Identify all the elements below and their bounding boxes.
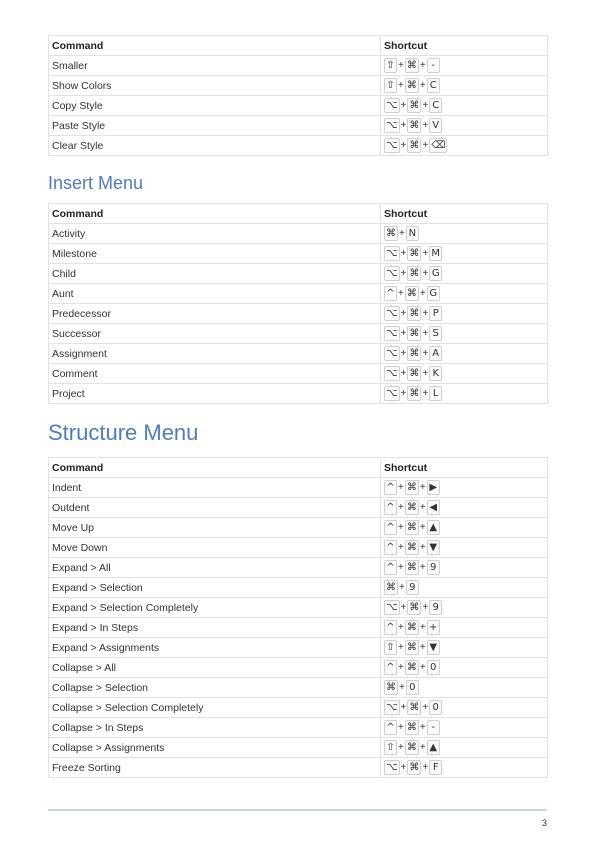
key-cap: ⌘ xyxy=(409,702,420,713)
shortcut-cell xyxy=(381,478,548,498)
command-cell: Project xyxy=(49,384,381,404)
command-cell: Collapse > Selection Completely xyxy=(49,698,381,718)
table-row xyxy=(49,658,548,678)
shortcut-combo xyxy=(384,266,442,281)
key-cap: ⇧ xyxy=(384,78,397,93)
shortcut-combo xyxy=(384,620,440,635)
shortcut-cell xyxy=(381,718,548,738)
table-row xyxy=(49,264,548,284)
command-cell: Outdent xyxy=(49,498,381,518)
column-header-command: Command xyxy=(49,204,381,224)
key-cap: 9 xyxy=(406,580,419,595)
shortcut-cell xyxy=(381,578,548,598)
shortcut-combo xyxy=(384,760,442,775)
table-row xyxy=(49,558,548,578)
plus-separator: + xyxy=(422,328,429,339)
shortcut-combo xyxy=(384,286,440,301)
key-cap: ^ xyxy=(384,720,397,735)
plus-separator: + xyxy=(400,328,407,339)
key-cap: ^ xyxy=(384,480,397,495)
command-cell: Collapse > In Steps xyxy=(49,718,381,738)
table-row xyxy=(49,578,548,598)
key-cap: ⌥ xyxy=(386,140,398,151)
table-header-row xyxy=(49,458,548,478)
key-cap: ^ xyxy=(384,620,397,635)
key-cap: F xyxy=(429,760,442,775)
shortcut-combo xyxy=(384,78,440,93)
shortcut-cell xyxy=(381,678,548,698)
key-cap: 0 xyxy=(406,680,419,695)
key-cap: ⌘ xyxy=(409,120,420,131)
shortcut-combo xyxy=(384,480,440,495)
plus-separator: + xyxy=(422,348,429,359)
key-cap: ▼ xyxy=(427,540,440,555)
key-cap: G xyxy=(429,266,442,281)
shortcut-cell xyxy=(381,618,548,638)
key-cap: ⌘ xyxy=(406,662,417,673)
table-row xyxy=(49,364,548,384)
plus-separator: + xyxy=(419,482,426,493)
plus-separator: + xyxy=(400,602,407,613)
plus-separator: + xyxy=(419,502,426,513)
key-cap: N xyxy=(406,226,419,241)
key-cap: C xyxy=(429,98,442,113)
key-cap: ⌥ xyxy=(386,308,398,319)
plus-separator: + xyxy=(422,368,429,379)
key-cap: + xyxy=(427,620,440,635)
shortcut-combo xyxy=(384,540,440,555)
key-cap: M xyxy=(429,246,442,261)
plus-separator: + xyxy=(422,308,429,319)
key-cap: 0 xyxy=(429,700,442,715)
command-cell: Move Up xyxy=(49,518,381,538)
key-cap: C xyxy=(427,78,440,93)
key-cap: ⌘ xyxy=(409,100,420,111)
plus-separator: + xyxy=(400,100,407,111)
plus-separator: + xyxy=(398,60,404,71)
shortcut-combo xyxy=(384,600,442,615)
plus-separator: + xyxy=(398,562,404,573)
shortcut-combo xyxy=(384,660,440,675)
key-cap: ⌥ xyxy=(386,100,398,111)
plus-separator: + xyxy=(399,228,405,239)
plus-separator: + xyxy=(419,522,426,533)
shortcut-combo xyxy=(384,226,419,241)
shortcut-cell xyxy=(381,244,548,264)
table-row xyxy=(49,478,548,498)
table-header-row xyxy=(49,36,548,56)
key-cap: ⌘ xyxy=(409,602,420,613)
insert-menu-heading: Insert Menu xyxy=(48,173,144,193)
shortcut-combo xyxy=(384,720,440,735)
key-cap: ⌘ xyxy=(409,308,420,319)
key-cap: 0 xyxy=(427,660,440,675)
command-cell: Expand > All xyxy=(49,558,381,578)
shortcut-combo xyxy=(384,366,442,381)
table-row xyxy=(49,678,548,698)
table-row xyxy=(49,324,548,344)
key-cap: ⌘ xyxy=(406,622,417,633)
command-cell: Aunt xyxy=(49,284,381,304)
command-cell: Smaller xyxy=(49,56,381,76)
table-row xyxy=(49,538,548,558)
key-cap: ⌘ xyxy=(409,140,420,151)
command-cell: Milestone xyxy=(49,244,381,264)
key-cap: ⌥ xyxy=(386,602,398,613)
page-content xyxy=(48,35,547,778)
table-row xyxy=(49,498,548,518)
plus-separator: + xyxy=(400,702,407,713)
plus-separator: + xyxy=(400,268,407,279)
table-row xyxy=(49,758,548,778)
table-row xyxy=(49,718,548,738)
key-cap: K xyxy=(429,366,442,381)
key-cap: ▲ xyxy=(427,520,440,535)
shortcut-cell xyxy=(381,344,548,364)
key-cap: ⌘ xyxy=(406,642,417,653)
key-cap: - xyxy=(427,720,440,735)
plus-separator: + xyxy=(398,482,404,493)
key-cap: L xyxy=(429,386,442,401)
plus-separator: + xyxy=(422,100,429,111)
plus-separator: + xyxy=(419,642,426,653)
shortcut-cell xyxy=(381,96,548,116)
shortcut-combo xyxy=(384,58,440,73)
key-cap: ⌥ xyxy=(386,248,398,259)
key-cap: ⌘ xyxy=(406,722,417,733)
plus-separator: + xyxy=(398,622,404,633)
command-cell: Collapse > Selection xyxy=(49,678,381,698)
shortcut-cell xyxy=(381,598,548,618)
shortcut-cell xyxy=(381,76,548,96)
command-cell: Expand > Assignments xyxy=(49,638,381,658)
format-shortcuts-table xyxy=(48,35,548,156)
shortcut-cell xyxy=(381,364,548,384)
key-cap: ⌥ xyxy=(386,268,398,279)
shortcut-cell xyxy=(381,384,548,404)
plus-separator: + xyxy=(422,762,429,773)
shortcut-cell xyxy=(381,638,548,658)
table-row xyxy=(49,284,548,304)
shortcut-cell xyxy=(381,324,548,344)
key-cap: ⌘ xyxy=(406,522,417,533)
key-cap: ^ xyxy=(384,500,397,515)
key-cap: ⌥ xyxy=(386,762,398,773)
key-cap: ⌘ xyxy=(386,582,396,593)
command-cell: Expand > Selection Completely xyxy=(49,598,381,618)
key-cap: ⌘ xyxy=(386,682,396,693)
shortcut-cell xyxy=(381,284,548,304)
key-cap: ⌫ xyxy=(431,140,446,151)
plus-separator: + xyxy=(400,140,407,151)
plus-separator: + xyxy=(422,248,429,259)
key-cap: ⌘ xyxy=(406,482,417,493)
plus-separator: + xyxy=(398,742,404,753)
key-cap: ⌘ xyxy=(406,60,417,71)
command-cell: Child xyxy=(49,264,381,284)
plus-separator: + xyxy=(419,60,426,71)
plus-separator: + xyxy=(400,120,407,131)
plus-separator: + xyxy=(419,742,426,753)
shortcut-combo xyxy=(384,118,442,133)
plus-separator: + xyxy=(419,288,426,299)
structure-menu-table xyxy=(48,457,548,778)
plus-separator: + xyxy=(422,702,429,713)
key-cap: ⇧ xyxy=(384,58,397,73)
key-cap: ◀ xyxy=(427,500,440,515)
shortcut-cell xyxy=(381,518,548,538)
plus-separator: + xyxy=(398,502,404,513)
key-cap: ▶ xyxy=(427,480,440,495)
page-number: 3 xyxy=(541,818,547,828)
table-row xyxy=(49,224,548,244)
plus-separator: + xyxy=(398,542,404,553)
column-header-shortcut: Shortcut xyxy=(381,204,548,224)
key-cap: ⌘ xyxy=(406,542,417,553)
shortcut-cell xyxy=(381,224,548,244)
command-cell: Assignment xyxy=(49,344,381,364)
shortcut-cell xyxy=(381,698,548,718)
table-row xyxy=(49,76,548,96)
key-cap: ^ xyxy=(384,540,397,555)
key-cap: ^ xyxy=(384,560,397,575)
shortcut-combo xyxy=(384,640,440,655)
command-cell: Move Down xyxy=(49,538,381,558)
command-cell: Predecessor xyxy=(49,304,381,324)
command-cell: Successor xyxy=(49,324,381,344)
key-cap: A xyxy=(429,346,442,361)
table-row xyxy=(49,518,548,538)
shortcut-combo xyxy=(384,306,442,321)
key-cap: ⌘ xyxy=(409,248,420,259)
key-cap: ⇧ xyxy=(384,640,397,655)
command-cell: Expand > Selection xyxy=(49,578,381,598)
table-row xyxy=(49,598,548,618)
shortcut-combo xyxy=(384,246,442,261)
key-cap: 9 xyxy=(427,560,440,575)
plus-separator: + xyxy=(398,722,404,733)
table-row xyxy=(49,344,548,364)
plus-separator: + xyxy=(400,762,407,773)
plus-separator: + xyxy=(419,722,426,733)
shortcut-cell xyxy=(381,558,548,578)
key-cap: ⌘ xyxy=(409,368,420,379)
plus-separator: + xyxy=(400,368,407,379)
plus-separator: + xyxy=(398,662,404,673)
command-cell: Collapse > All xyxy=(49,658,381,678)
plus-separator: + xyxy=(419,542,426,553)
shortcut-combo xyxy=(384,680,419,695)
structure-menu-heading: Structure Menu xyxy=(48,420,199,445)
table-row xyxy=(49,304,548,324)
plus-separator: + xyxy=(422,602,429,613)
shortcut-combo xyxy=(384,98,442,113)
command-cell: Indent xyxy=(49,478,381,498)
key-cap: ⌘ xyxy=(406,288,417,299)
shortcut-cell xyxy=(381,658,548,678)
key-cap: G xyxy=(427,286,440,301)
shortcut-combo xyxy=(384,500,440,515)
plus-separator: + xyxy=(422,120,429,131)
shortcut-combo xyxy=(384,326,442,341)
table-row xyxy=(49,96,548,116)
key-cap: ⌥ xyxy=(386,120,398,131)
key-cap: ⌥ xyxy=(386,388,398,399)
key-cap: - xyxy=(427,58,440,73)
command-cell: Freeze Sorting xyxy=(49,758,381,778)
command-cell: Copy Style xyxy=(49,96,381,116)
key-cap: ⌥ xyxy=(386,328,398,339)
shortcut-combo xyxy=(384,740,440,755)
shortcut-combo xyxy=(384,560,440,575)
footer-divider xyxy=(48,809,547,811)
command-cell: Collapse > Assignments xyxy=(49,738,381,758)
plus-separator: + xyxy=(422,140,429,151)
command-cell: Clear Style xyxy=(49,136,381,156)
key-cap: 9 xyxy=(429,600,442,615)
key-cap: ⌘ xyxy=(386,228,396,239)
shortcut-cell xyxy=(381,758,548,778)
shortcut-cell xyxy=(381,56,548,76)
shortcut-cell xyxy=(381,264,548,284)
table-row xyxy=(49,244,548,264)
command-cell: Paste Style xyxy=(49,116,381,136)
table-row xyxy=(49,638,548,658)
plus-separator: + xyxy=(422,388,429,399)
table-header-row xyxy=(49,204,548,224)
key-cap: ⌥ xyxy=(386,702,398,713)
key-cap: P xyxy=(429,306,442,321)
plus-separator: + xyxy=(399,582,405,593)
plus-separator: + xyxy=(399,682,405,693)
key-cap: ⌘ xyxy=(406,80,417,91)
shortcut-combo xyxy=(384,386,442,401)
plus-separator: + xyxy=(398,288,404,299)
key-cap: ^ xyxy=(384,660,397,675)
key-cap: ⌘ xyxy=(406,502,417,513)
plus-separator: + xyxy=(419,80,426,91)
insert-menu-table xyxy=(48,203,548,404)
shortcut-cell xyxy=(381,136,548,156)
key-cap: ⌘ xyxy=(409,762,420,773)
plus-separator: + xyxy=(400,308,407,319)
key-cap: ⌘ xyxy=(409,328,420,339)
shortcut-cell xyxy=(381,498,548,518)
table-row xyxy=(49,56,548,76)
key-cap: ⌘ xyxy=(409,268,420,279)
key-cap: ▼ xyxy=(427,640,440,655)
key-cap: ▲ xyxy=(427,740,440,755)
table-row xyxy=(49,698,548,718)
key-cap: ⌘ xyxy=(409,388,420,399)
plus-separator: + xyxy=(398,522,404,533)
command-cell: Show Colors xyxy=(49,76,381,96)
key-cap: ⇧ xyxy=(384,740,397,755)
table-row xyxy=(49,618,548,638)
shortcut-cell xyxy=(381,738,548,758)
plus-separator: + xyxy=(422,268,429,279)
command-cell: Activity xyxy=(49,224,381,244)
key-cap: V xyxy=(429,118,442,133)
key-cap: ⌥ xyxy=(386,348,398,359)
shortcut-combo xyxy=(384,700,442,715)
column-header-command: Command xyxy=(49,458,381,478)
shortcut-combo xyxy=(384,346,442,361)
plus-separator: + xyxy=(419,622,426,633)
plus-separator: + xyxy=(400,348,407,359)
table-row xyxy=(49,116,548,136)
key-cap: S xyxy=(429,326,442,341)
plus-separator: + xyxy=(398,80,404,91)
command-cell: Comment xyxy=(49,364,381,384)
shortcut-combo xyxy=(384,520,440,535)
key-cap: ^ xyxy=(384,520,397,535)
plus-separator: + xyxy=(419,562,426,573)
column-header-command: Command xyxy=(49,36,381,56)
key-cap: ⌘ xyxy=(406,742,417,753)
plus-separator: + xyxy=(419,662,426,673)
column-header-shortcut: Shortcut xyxy=(381,36,548,56)
shortcut-combo xyxy=(384,580,419,595)
plus-separator: + xyxy=(398,642,404,653)
key-cap: ^ xyxy=(384,286,397,301)
command-cell: Expand > In Steps xyxy=(49,618,381,638)
table-row xyxy=(49,738,548,758)
table-row xyxy=(49,384,548,404)
plus-separator: + xyxy=(400,248,407,259)
shortcut-combo xyxy=(384,138,447,153)
table-row xyxy=(49,136,548,156)
column-header-shortcut: Shortcut xyxy=(381,458,548,478)
key-cap: ⌥ xyxy=(386,368,398,379)
key-cap: ⌘ xyxy=(406,562,417,573)
shortcut-cell xyxy=(381,116,548,136)
shortcut-cell xyxy=(381,304,548,324)
shortcut-cell xyxy=(381,538,548,558)
key-cap: ⌘ xyxy=(409,348,420,359)
plus-separator: + xyxy=(400,388,407,399)
